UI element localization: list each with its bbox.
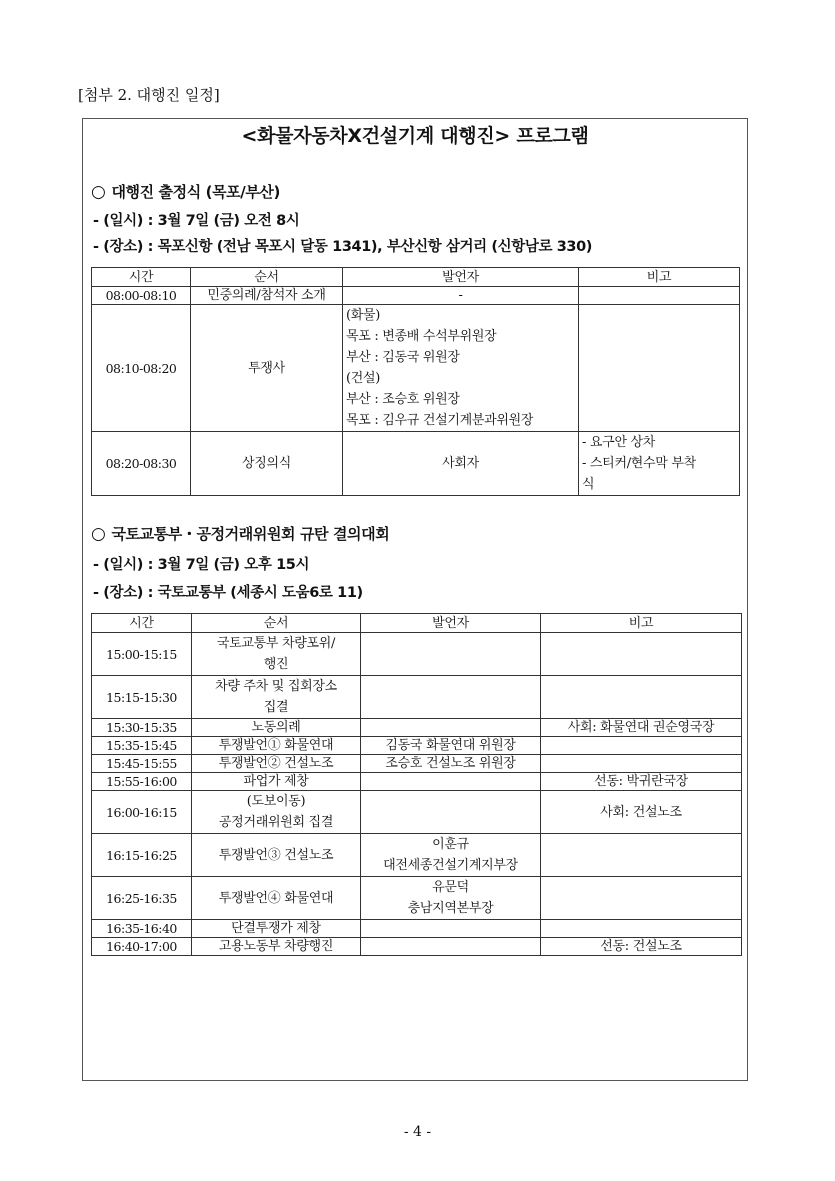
order-cell: 단결투쟁가 제창: [192, 920, 361, 938]
speaker-line: 유문덕: [432, 880, 469, 895]
schedule-table-2: [91, 613, 742, 956]
time-cell: 08:00-08:10: [92, 287, 191, 305]
table-row: [92, 432, 740, 496]
section2-heading-text: 국토교통부・공정거래위원회 규탄 결의대회: [111, 525, 390, 543]
table-row: [92, 773, 742, 791]
order-cell: [192, 791, 361, 834]
table-header-row: [92, 268, 740, 287]
note-cell: [579, 287, 740, 305]
header-note: 비고: [579, 268, 740, 287]
speaker-line: 부산 : 김동국 위원장: [346, 350, 460, 365]
speaker-cell: 김동국 화물연대 위원장: [361, 737, 541, 755]
section1-heading-text: 대행진 출정식 (목포/부산): [111, 183, 280, 201]
note-cell: [579, 305, 740, 432]
header-time: 시간: [92, 614, 192, 633]
speaker-cell: [361, 877, 541, 920]
order-cell: 파업가 제창: [192, 773, 361, 791]
header-time: 시간: [92, 268, 191, 287]
speaker-cell: [361, 791, 541, 834]
order-cell: 상징의식: [191, 432, 343, 496]
speaker-cell: [361, 834, 541, 877]
speaker-cell: [361, 938, 541, 956]
section1-place: - (장소) : 목포신항 (전남 목포시 달동 1341), 부산신항 삼거리 (신항남로 330): [93, 239, 593, 255]
order-cell: 투쟁발언① 화물연대: [192, 737, 361, 755]
order-cell: 민중의례/참석자 소개: [191, 287, 343, 305]
order-line: 국토교통부 차량포위/: [216, 636, 336, 651]
order-cell: 투쟁사: [191, 305, 343, 432]
note-cell: 선동: 박귀란국장: [541, 773, 742, 791]
speaker-cell: [361, 633, 541, 676]
circle-bullet-icon: ○: [91, 182, 106, 202]
note-cell: [541, 920, 742, 938]
order-cell: [192, 676, 361, 719]
speaker-line: 목포 : 변종배 수석부위원장: [346, 329, 497, 344]
speaker-line: 부산 : 조승호 위원장: [346, 392, 460, 407]
note-cell: [541, 633, 742, 676]
time-cell: 16:25-16:35: [92, 877, 192, 920]
speaker-line: 이훈규: [432, 837, 469, 852]
speaker-cell: [361, 676, 541, 719]
circle-bullet-icon: ○: [91, 524, 106, 544]
section2-heading: [91, 523, 389, 544]
speaker-cell: 사회자: [343, 432, 579, 496]
table-row: [92, 633, 742, 676]
order-line: 행진: [263, 657, 289, 672]
order-line: (도보이동): [246, 794, 306, 809]
note-cell: [541, 877, 742, 920]
speaker-cell: [361, 773, 541, 791]
header-order: 순서: [192, 614, 361, 633]
note-cell: 사회: 화물연대 권순영국장: [541, 719, 742, 737]
page-number: - 4 -: [403, 1124, 432, 1140]
document-title: <화물자동차X건설기계 대행진> 프로그램: [241, 125, 589, 147]
time-cell: 16:40-17:00: [92, 938, 192, 956]
speaker-cell: [361, 920, 541, 938]
speaker-cell: 조승호 건설노조 위원장: [361, 755, 541, 773]
section1-heading: [91, 181, 280, 202]
table-row: [92, 877, 742, 920]
note-cell: [541, 755, 742, 773]
time-cell: 15:45-15:55: [92, 755, 192, 773]
note-line: - 요구안 상차: [582, 435, 656, 450]
section2-date: - (일시) : 3월 7일 (금) 오후 15시: [93, 557, 310, 573]
table-row: [92, 834, 742, 877]
speaker-line: 대전세종건설기계지부장: [383, 858, 518, 873]
note-line: 식: [582, 477, 595, 492]
table-row: [92, 938, 742, 956]
table-row: [92, 755, 742, 773]
speaker-line: 충남지역본부장: [407, 901, 494, 916]
header-order: 순서: [191, 268, 343, 287]
table-row: [92, 305, 740, 432]
table-row: [92, 920, 742, 938]
order-cell: 노동의례: [192, 719, 361, 737]
time-cell: 08:20-08:30: [92, 432, 191, 496]
header-speaker: 발언자: [361, 614, 541, 633]
time-cell: 15:30-15:35: [92, 719, 192, 737]
table-row: [92, 287, 740, 305]
note-cell: [541, 676, 742, 719]
speaker-line: 목포 : 김우규 건설기계분과위원장: [346, 413, 534, 428]
order-line: 공정거래위원회 집결: [218, 815, 334, 830]
time-cell: 15:55-16:00: [92, 773, 192, 791]
note-cell: 사회: 건설노조: [541, 791, 742, 834]
section2-place: - (장소) : 국토교통부 (세종시 도움6로 11): [93, 585, 363, 601]
table-row: [92, 737, 742, 755]
header-speaker: 발언자: [343, 268, 579, 287]
table-row: [92, 676, 742, 719]
schedule-table-1: [91, 267, 740, 496]
time-cell: 16:35-16:40: [92, 920, 192, 938]
time-cell: 15:15-15:30: [92, 676, 192, 719]
speaker-cell: [343, 305, 579, 432]
speaker-cell: -: [343, 287, 579, 305]
time-cell: 16:00-16:15: [92, 791, 192, 834]
speaker-cell: [361, 719, 541, 737]
order-line: 차량 주차 및 집회장소: [215, 679, 337, 694]
order-cell: 투쟁발언② 건설노조: [192, 755, 361, 773]
note-line: - 스티커/현수막 부착: [582, 456, 696, 471]
time-cell: 08:10-08:20: [92, 305, 191, 432]
note-cell: [579, 432, 740, 496]
note-cell: 선동: 건설노조: [541, 938, 742, 956]
note-cell: [541, 737, 742, 755]
section1-date: - (일시) : 3월 7일 (금) 오전 8시: [93, 213, 300, 229]
document-frame: [82, 118, 748, 1081]
time-cell: 15:00-15:15: [92, 633, 192, 676]
table-header-row: [92, 614, 742, 633]
header-note: 비고: [541, 614, 742, 633]
order-cell: 투쟁발언③ 건설노조: [192, 834, 361, 877]
note-cell: [541, 834, 742, 877]
table-row: [92, 791, 742, 834]
speaker-line: (화물): [346, 308, 381, 323]
order-cell: [192, 633, 361, 676]
time-cell: 15:35-15:45: [92, 737, 192, 755]
order-line: 집결: [263, 700, 289, 715]
time-cell: 16:15-16:25: [92, 834, 192, 877]
speaker-line: (건설): [346, 371, 381, 386]
attachment-label: [첨부 2. 대행진 일정]: [78, 86, 220, 104]
order-cell: 고용노동부 차량행진: [192, 938, 361, 956]
order-cell: 투쟁발언④ 화물연대: [192, 877, 361, 920]
table-row: [92, 719, 742, 737]
